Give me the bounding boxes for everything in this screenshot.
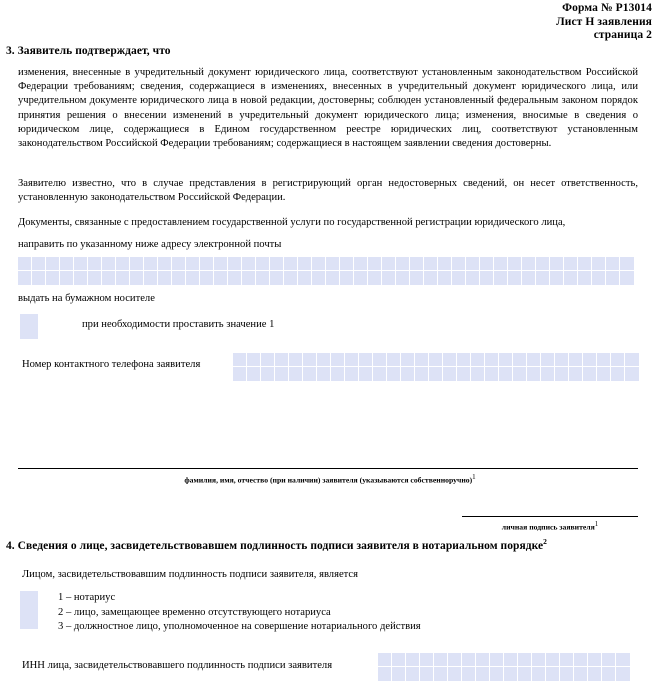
input-cell[interactable] (480, 271, 494, 285)
input-cell[interactable] (303, 353, 317, 367)
cell-row (378, 667, 630, 681)
input-cell[interactable] (625, 353, 639, 367)
input-cell[interactable] (401, 367, 415, 381)
delivery-paragraph-second-line: направить по указанному ниже адресу электронной почты (18, 239, 282, 250)
footnote-marker-1: 1 (472, 473, 476, 481)
cell-row (378, 653, 630, 667)
input-cell[interactable] (317, 367, 331, 381)
input-cell[interactable] (494, 257, 508, 271)
input-cell[interactable] (275, 367, 289, 381)
input-cell[interactable] (298, 271, 312, 285)
input-cell[interactable] (471, 353, 485, 367)
applicant-name-caption-text: фамилия, имя, отчество (при наличии) заявителя (указываются собственноручно) (184, 475, 473, 485)
input-cell[interactable] (588, 667, 602, 681)
input-cell[interactable] (508, 257, 522, 271)
input-cell[interactable] (410, 271, 424, 285)
section-4-heading-text: 4. Сведения о лице, засвидетельствовавшем подлинность подписи заявителя в нотариальном порядке (6, 539, 544, 552)
input-cell[interactable] (564, 257, 578, 271)
input-cell[interactable] (522, 271, 536, 285)
input-cell[interactable] (312, 257, 326, 271)
input-cell[interactable] (457, 367, 471, 381)
input-cell[interactable] (144, 271, 158, 285)
input-cell[interactable] (340, 271, 354, 285)
input-cell[interactable] (522, 257, 536, 271)
input-cell[interactable] (550, 271, 564, 285)
input-cell[interactable] (466, 271, 480, 285)
input-cell[interactable] (275, 353, 289, 367)
input-cell[interactable] (424, 257, 438, 271)
input-cell[interactable] (415, 367, 429, 381)
input-cell[interactable] (368, 271, 382, 285)
input-cell[interactable] (597, 367, 611, 381)
input-cell[interactable] (284, 271, 298, 285)
input-cell[interactable] (597, 353, 611, 367)
input-cell[interactable] (513, 367, 527, 381)
input-cell[interactable] (378, 653, 392, 667)
input-cell[interactable] (387, 367, 401, 381)
personal-signature-caption (462, 519, 638, 533)
input-cell[interactable] (536, 271, 550, 285)
input-cell[interactable] (270, 271, 284, 285)
input-cell[interactable] (228, 271, 242, 285)
input-cell[interactable] (186, 257, 200, 271)
input-cell[interactable] (546, 653, 560, 667)
cell-row (233, 367, 639, 381)
input-cell[interactable] (18, 271, 32, 285)
input-cell[interactable] (518, 653, 532, 667)
input-cell[interactable] (46, 271, 60, 285)
input-cell[interactable] (438, 271, 452, 285)
section-4-heading (6, 537, 547, 552)
input-cell[interactable] (578, 271, 592, 285)
input-cell[interactable] (88, 257, 102, 271)
email-input-grid[interactable] (18, 257, 634, 285)
paper-copy-hint: при необходимости проставить значение 1 (82, 319, 275, 330)
input-cell[interactable] (289, 367, 303, 381)
personal-signature-caption-text: личная подпись заявителя (501, 522, 595, 532)
input-cell[interactable] (387, 353, 401, 367)
input-cell[interactable] (200, 271, 214, 285)
input-cell[interactable] (499, 353, 513, 367)
input-cell[interactable] (396, 257, 410, 271)
input-cell[interactable] (359, 353, 373, 367)
input-cell[interactable] (130, 271, 144, 285)
input-cell[interactable] (256, 271, 270, 285)
input-cell[interactable] (541, 367, 555, 381)
input-cell[interactable] (541, 353, 555, 367)
input-cell[interactable] (448, 653, 462, 667)
input-cell[interactable] (480, 257, 494, 271)
input-cell[interactable] (102, 257, 116, 271)
input-cell[interactable] (620, 271, 634, 285)
input-cell[interactable] (443, 367, 457, 381)
input-cell[interactable] (574, 667, 588, 681)
input-cell[interactable] (172, 271, 186, 285)
notary-option-3: 3 – должностное лицо, уполномоченное на совершение нотариального действия (58, 621, 421, 633)
inn-input-grid[interactable] (378, 653, 630, 681)
input-cell[interactable] (504, 653, 518, 667)
input-cell[interactable] (373, 367, 387, 381)
input-cell[interactable] (382, 257, 396, 271)
input-cell[interactable] (504, 667, 518, 681)
input-cell[interactable] (532, 667, 546, 681)
input-cell[interactable] (452, 271, 466, 285)
notary-option-1: 1 – нотариус (58, 592, 116, 603)
input-cell[interactable] (345, 367, 359, 381)
input-cell[interactable] (592, 271, 606, 285)
input-cell[interactable] (368, 257, 382, 271)
notary-intro: Лицом, засвидетельствовавшим подлинность подписи заявителя, является (22, 569, 358, 580)
input-cell[interactable] (536, 257, 550, 271)
input-cell[interactable] (406, 653, 420, 667)
input-cell[interactable] (592, 257, 606, 271)
input-cell[interactable] (569, 367, 583, 381)
cell-row (18, 271, 634, 285)
input-cell[interactable] (289, 353, 303, 367)
input-cell[interactable] (382, 271, 396, 285)
notary-option-2: 2 – лицо, замещающее временно отсутствующего нотариуса (58, 606, 331, 618)
input-cell[interactable] (74, 257, 88, 271)
input-cell[interactable] (602, 667, 616, 681)
input-cell[interactable] (560, 667, 574, 681)
input-cell[interactable] (284, 257, 298, 271)
input-cell[interactable] (354, 257, 368, 271)
section-3-heading: 3. Заявитель подтверждает, что (6, 45, 171, 57)
page-label: страница 2 (593, 29, 652, 41)
confirmation-paragraph: изменения, внесенные в учредительный документ юридического лица, соответствуют установленным законодательством Российской Федерации требованиям; сведения, содержащиеся в изменениях, внесенных в учредительный документ юридического лица, или учредительном документе юридического лица в новой редакции, достоверны; соблюден установленный федеральным законом порядок принятия решения о внесении изменений в учредительный документ юридического лица; изменения, вносимые в сведения о юридическом лице, содержащиеся в Едином государственном реестре юридических лиц, соответствуют установленным законодательством Российской Федерации требованиям; содержащиеся в настоящем заявлении сведения достоверны. (18, 67, 638, 150)
input-cell[interactable] (457, 353, 471, 367)
input-cell[interactable] (158, 271, 172, 285)
inn-label: ИНН лица, засвидетельствовавшего подлинность подписи заявителя (22, 660, 333, 671)
applicant-name-rule (18, 468, 638, 469)
paper-copy-label: выдать на бумажном носителе (18, 293, 155, 304)
liability-paragraph: Заявителю известно, что в случае представления в регистрирующий орган недостоверных сведений, он несет ответственность, установленную законодательством Российской Федерации. (18, 178, 638, 204)
input-cell[interactable] (102, 271, 116, 285)
input-cell[interactable] (625, 367, 639, 381)
input-cell[interactable] (429, 367, 443, 381)
phone-label: Номер контактного телефона заявителя (22, 359, 201, 370)
input-cell[interactable] (256, 257, 270, 271)
notary-type-checkbox[interactable] (20, 591, 38, 629)
input-cell[interactable] (326, 257, 340, 271)
input-cell[interactable] (60, 257, 74, 271)
input-cell[interactable] (494, 271, 508, 285)
input-cell[interactable] (499, 367, 513, 381)
input-cell[interactable] (158, 257, 172, 271)
notary-option-list (58, 591, 421, 635)
input-cell[interactable] (429, 353, 443, 367)
input-cell[interactable] (331, 367, 345, 381)
input-cell[interactable] (434, 667, 448, 681)
input-cell[interactable] (476, 667, 490, 681)
input-cell[interactable] (270, 257, 284, 271)
input-cell[interactable] (476, 653, 490, 667)
input-cell[interactable] (144, 257, 158, 271)
input-cell[interactable] (555, 353, 569, 367)
input-cell[interactable] (401, 353, 415, 367)
input-cell[interactable] (485, 353, 499, 367)
input-cell[interactable] (233, 367, 247, 381)
input-cell[interactable] (396, 271, 410, 285)
paper-copy-checkbox[interactable] (20, 314, 38, 339)
input-cell[interactable] (462, 667, 476, 681)
input-cell[interactable] (116, 271, 130, 285)
input-cell[interactable] (560, 653, 574, 667)
input-cell[interactable] (620, 257, 634, 271)
input-cell[interactable] (452, 257, 466, 271)
input-cell[interactable] (116, 257, 130, 271)
input-cell[interactable] (527, 353, 541, 367)
input-cell[interactable] (303, 367, 317, 381)
input-cell[interactable] (527, 367, 541, 381)
input-cell[interactable] (438, 257, 452, 271)
input-cell[interactable] (518, 667, 532, 681)
input-cell[interactable] (443, 353, 457, 367)
input-cell[interactable] (228, 257, 242, 271)
input-cell[interactable] (406, 667, 420, 681)
sheet-label: Лист Н заявления (556, 15, 652, 28)
input-cell[interactable] (578, 257, 592, 271)
input-cell[interactable] (606, 257, 620, 271)
input-cell[interactable] (261, 367, 275, 381)
input-cell[interactable] (340, 257, 354, 271)
cell-row (233, 353, 639, 367)
input-cell[interactable] (550, 257, 564, 271)
delivery-paragraph: Документы, связанные с предоставлением государственной услуги по государственной регистрации юридического лица, (18, 217, 566, 228)
input-cell[interactable] (373, 353, 387, 367)
input-cell[interactable] (611, 353, 625, 367)
input-cell[interactable] (214, 271, 228, 285)
input-cell[interactable] (18, 257, 32, 271)
input-cell[interactable] (611, 367, 625, 381)
input-cell[interactable] (261, 353, 275, 367)
input-cell[interactable] (602, 653, 616, 667)
input-cell[interactable] (354, 271, 368, 285)
input-cell[interactable] (420, 653, 434, 667)
input-cell[interactable] (46, 257, 60, 271)
input-cell[interactable] (466, 257, 480, 271)
input-cell[interactable] (490, 667, 504, 681)
input-cell[interactable] (32, 271, 46, 285)
personal-signature-rule (462, 516, 638, 517)
input-cell[interactable] (214, 257, 228, 271)
input-cell[interactable] (32, 257, 46, 271)
input-cell[interactable] (200, 257, 214, 271)
input-cell[interactable] (616, 667, 630, 681)
input-cell[interactable] (448, 667, 462, 681)
input-cell[interactable] (242, 271, 256, 285)
footnote-marker-2: 2 (543, 537, 547, 546)
input-cell[interactable] (247, 367, 261, 381)
input-cell[interactable] (326, 271, 340, 285)
input-cell[interactable] (583, 353, 597, 367)
input-cell[interactable] (569, 353, 583, 367)
input-cell[interactable] (546, 667, 560, 681)
input-cell[interactable] (420, 667, 434, 681)
input-cell[interactable] (392, 667, 406, 681)
input-cell[interactable] (233, 353, 247, 367)
input-cell[interactable] (485, 367, 499, 381)
input-cell[interactable] (359, 367, 373, 381)
input-cell[interactable] (312, 271, 326, 285)
input-cell[interactable] (298, 257, 312, 271)
phone-input-grid[interactable] (233, 353, 639, 381)
input-cell[interactable] (606, 271, 620, 285)
input-cell[interactable] (392, 653, 406, 667)
input-cell[interactable] (317, 353, 331, 367)
input-cell[interactable] (378, 667, 392, 681)
input-cell[interactable] (247, 353, 261, 367)
applicant-name-caption (0, 472, 660, 486)
input-cell[interactable] (490, 653, 504, 667)
input-cell[interactable] (345, 353, 359, 367)
input-cell[interactable] (172, 257, 186, 271)
input-cell[interactable] (471, 367, 485, 381)
input-cell[interactable] (186, 271, 200, 285)
input-cell[interactable] (564, 271, 578, 285)
input-cell[interactable] (130, 257, 144, 271)
cell-row (18, 257, 634, 271)
input-cell[interactable] (555, 367, 569, 381)
input-cell[interactable] (434, 653, 448, 667)
input-cell[interactable] (616, 653, 630, 667)
document-header (556, 2, 652, 43)
input-cell[interactable] (88, 271, 102, 285)
input-cell[interactable] (242, 257, 256, 271)
input-cell[interactable] (424, 271, 438, 285)
input-cell[interactable] (74, 271, 88, 285)
input-cell[interactable] (574, 653, 588, 667)
input-cell[interactable] (583, 367, 597, 381)
input-cell[interactable] (513, 353, 527, 367)
input-cell[interactable] (410, 257, 424, 271)
footnote-marker-1b: 1 (594, 520, 599, 528)
input-cell[interactable] (331, 353, 345, 367)
input-cell[interactable] (462, 653, 476, 667)
input-cell[interactable] (508, 271, 522, 285)
input-cell[interactable] (588, 653, 602, 667)
input-cell[interactable] (415, 353, 429, 367)
input-cell[interactable] (532, 653, 546, 667)
input-cell[interactable] (60, 271, 74, 285)
form-number: Форма № Р13014 (562, 2, 652, 14)
